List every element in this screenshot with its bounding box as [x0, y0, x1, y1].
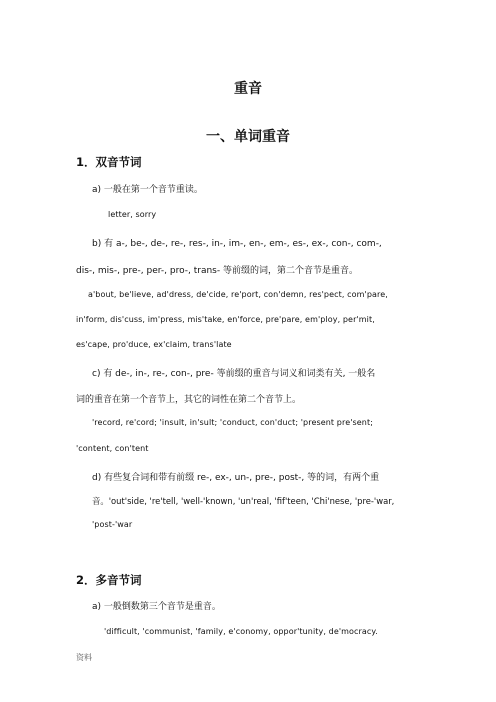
rule-2a-example: 'difficult, 'communist, 'family, e'conomy, oppor'tunity, de'mocracy.: [104, 627, 378, 636]
rule-a-text: a) 一般在第一个音节重读。: [92, 185, 203, 195]
rule-c-example-2: 'content, con'tent: [76, 444, 149, 453]
footer-label: 资料: [76, 653, 92, 662]
page-title: 重音: [234, 81, 262, 97]
rule-b-example-1: a'bout, be'lieve, ad'dress, de'cide, re'port, con'demn, res'pect, com'pare,: [88, 290, 388, 299]
rule-b-example-2: in'form, dis'cuss, im'press, mis'take, en'force, pre'pare, em'ploy, per'mit,: [76, 315, 375, 324]
rule-b-line-2: dis-, mis-, pre-, per-, pro-, trans- 等前缀的词，第二个音节是重音。: [76, 266, 358, 276]
rule-c-example-1: 'record, re'cord; 'insult, in'sult; 'conduct, con'duct; 'present pre'sent;: [92, 418, 374, 427]
rule-b-line-1: b) 有 a-, be-, de-, re-, res-, in-, im-, en-, em-, es-, ex-, con-, com-,: [92, 239, 382, 249]
subsection-heading-1: 1．双音节词: [76, 155, 142, 169]
rule-c-line-1: c) 有 de-, in-, re-, con-, pre- 等前缀的重音与词义和词类有关, 一般名: [92, 369, 376, 379]
subsection-heading-2: 2．多音节词: [76, 573, 142, 587]
rule-d-line-1: d) 有些复合词和带有前缀 re-, ex-, un-, pre-, post-, 等的词，有两个重: [92, 473, 380, 483]
rule-d-line-3: 'post-'war: [92, 520, 133, 529]
section-heading: 一、单词重音: [206, 129, 290, 145]
rule-c-line-2: 词的重音在第一个音节上，其它的词性在第二个音节上。: [76, 395, 302, 405]
rule-b-example-3: es'cape, pro'duce, ex'claim, trans'late: [76, 340, 232, 349]
rule-a-example: letter, sorry: [108, 210, 157, 219]
rule-2a-text: a) 一般倒数第三个音节是重音。: [92, 602, 221, 612]
rule-d-line-2: 音。'out'side, 're'tell, 'well-'known, 'un'real, 'fif'teen, 'Chi'nese, 'pre-'war,: [92, 496, 395, 506]
